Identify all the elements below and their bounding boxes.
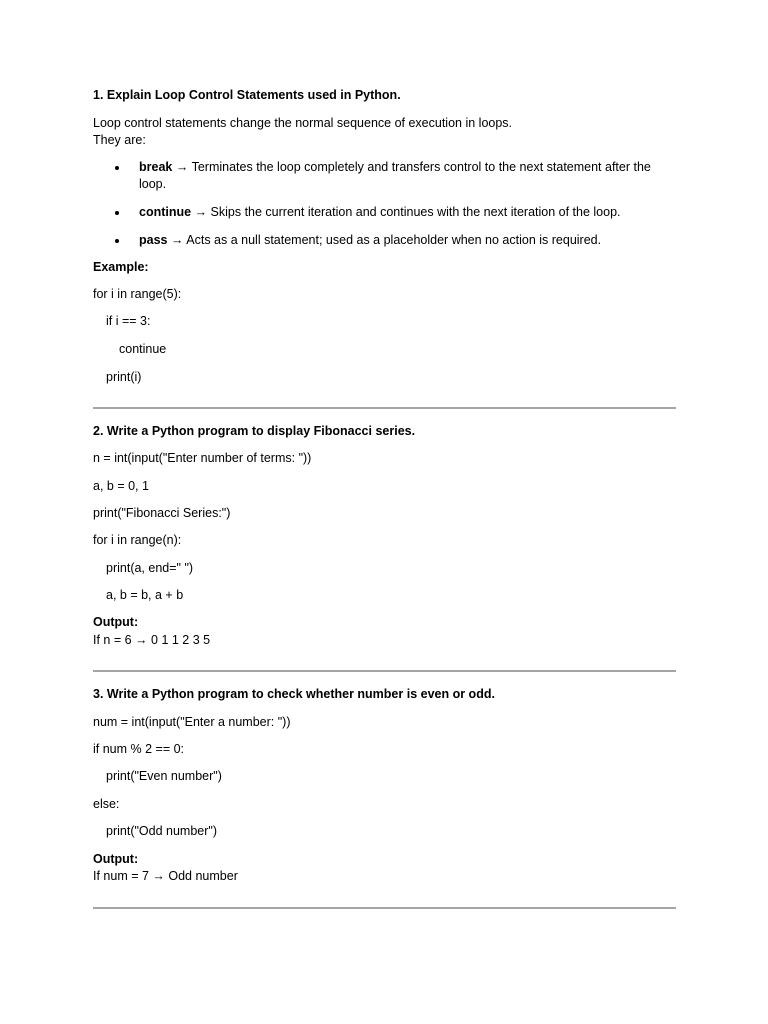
bullet-item-continue: [139, 204, 674, 221]
bullet-item-break: [139, 159, 674, 193]
arrow-icon: →: [191, 205, 211, 219]
bullet-term: break: [139, 160, 173, 174]
code-line: for i in range(5):: [93, 287, 182, 301]
code-line: a, b = b, a + b: [106, 588, 184, 602]
section-1-heading: 1. Explain Loop Control Statements used in Python.: [93, 88, 401, 102]
bullet-description: Terminates the loop completely and transfers control to the next statement after the loop.: [139, 160, 651, 191]
code-line: continue: [119, 342, 167, 356]
section-3-heading: 3. Write a Python program to check whether number is even or odd.: [93, 687, 495, 701]
bullet-marker: [115, 166, 119, 170]
bullet-marker: [115, 239, 119, 243]
code-line: print("Even number"): [106, 769, 222, 783]
section-1-intro-continued: They are:: [93, 133, 146, 147]
section-divider: [93, 907, 676, 909]
code-line: for i in range(n):: [93, 533, 182, 547]
bullet-description: Skips the current iteration and continues with the next iteration of the loop.: [210, 205, 621, 219]
section-2-heading: 2. Write a Python program to display Fibonacci series.: [93, 424, 416, 438]
bullet-item-pass: [139, 232, 674, 249]
code-line: n = int(input("Enter number of terms: ")): [93, 451, 312, 465]
code-line: if i == 3:: [106, 314, 151, 328]
output-text: If n = 6 → 0 1 1 2 3 5: [93, 633, 211, 647]
arrow-icon: →: [172, 160, 192, 174]
bullet-marker: [115, 211, 119, 215]
code-line: a, b = 0, 1: [93, 479, 149, 493]
code-line: else:: [93, 797, 120, 811]
section-divider: [93, 407, 676, 409]
code-line: print("Odd number"): [106, 824, 217, 838]
code-line: num = int(input("Enter a number: ")): [93, 715, 291, 729]
section-divider: [93, 670, 676, 672]
bullet-description: Acts as a null statement; used as a placeholder when no action is required.: [186, 233, 602, 247]
output-label: Output:: [93, 852, 139, 866]
output-label: Output:: [93, 615, 139, 629]
code-line: print("Fibonacci Series:"): [93, 506, 231, 520]
arrow-icon: →: [167, 233, 187, 247]
output-text: If num = 7 → Odd number: [93, 869, 238, 883]
example-label: Example:: [93, 260, 149, 274]
bullet-term: pass: [139, 233, 168, 247]
code-line: print(a, end=" "): [106, 561, 194, 575]
bullet-term: continue: [139, 205, 192, 219]
code-line: if num % 2 == 0:: [93, 742, 185, 756]
section-1-intro: Loop control statements change the normal sequence of execution in loops.: [93, 116, 513, 130]
code-line: print(i): [106, 370, 142, 384]
